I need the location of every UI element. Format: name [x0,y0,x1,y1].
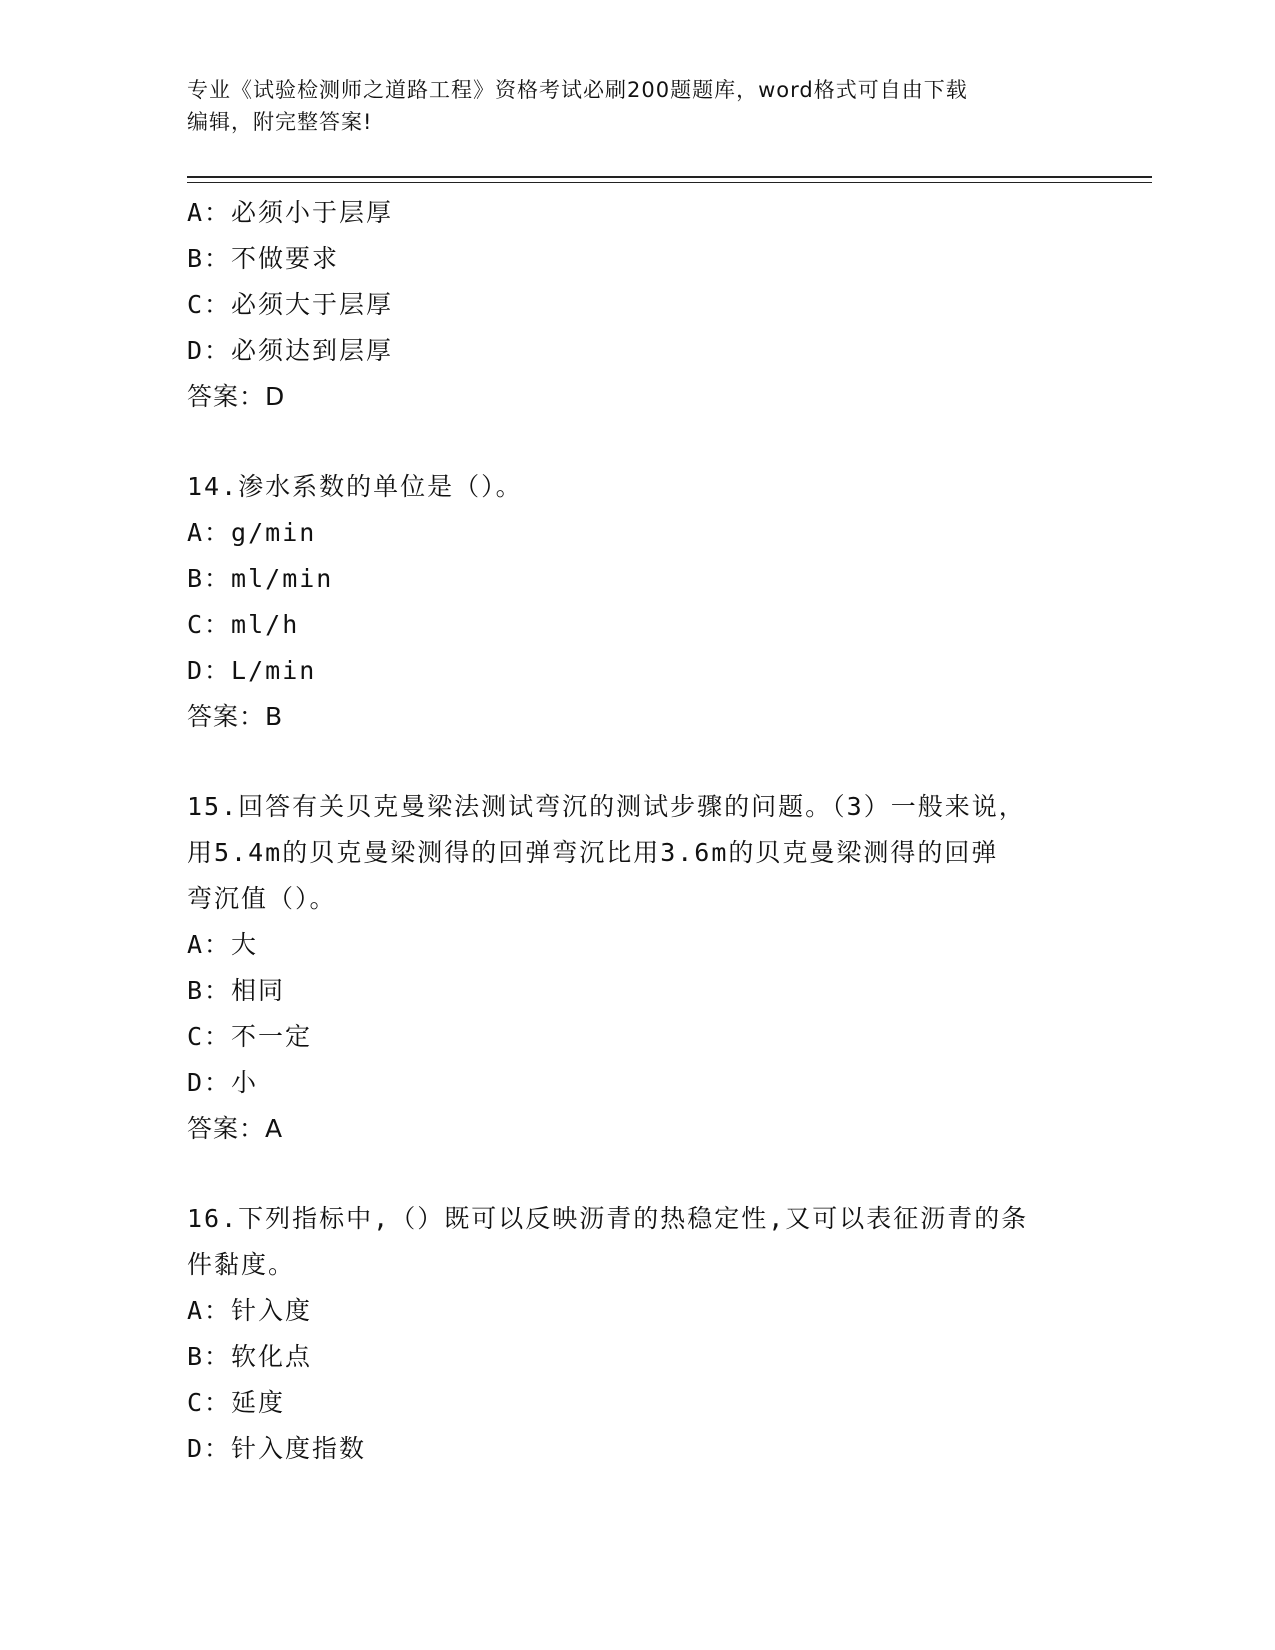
question-16 [187,1196,1087,1472]
answer-line: 答案：D [187,382,286,411]
option-d: D：必须达到层厚 [187,336,394,365]
option-c: C：延度 [187,1388,286,1417]
header-divider [187,176,1152,178]
option-a: A：g/min [187,518,317,547]
option-c: C：必须大于层厚 [187,290,394,319]
question-text: 14.渗水系数的单位是（）。 [187,472,523,501]
option-c: C：不一定 [187,1022,313,1051]
option-a: A：针入度 [187,1296,313,1325]
option-a: A：大 [187,930,259,959]
header-divider [187,182,1152,183]
question-text: 16.下列指标中,（）既可以反映沥青的热稳定性,又可以表征沥青的条 [187,1204,1029,1233]
question-15 [187,784,1087,1152]
option-d: D：针入度指数 [187,1434,367,1463]
answer-line: 答案：B [187,702,284,731]
question-list [187,190,1087,1472]
option-b: B：不做要求 [187,244,340,273]
question-text: 弯沉值（）。 [187,884,337,913]
question-14 [187,464,1087,740]
option-c: C：ml/h [187,610,300,639]
question-text: 件黏度。 [187,1250,296,1279]
question-13 [187,190,1087,420]
option-b: B：相同 [187,976,286,1005]
option-a: A：必须小于层厚 [187,198,394,227]
document-header [187,74,1087,138]
option-b: B：ml/min [187,564,334,593]
header-line: 专业《试验检测师之道路工程》资格考试必刷200题题库，word格式可自由下载 [187,78,968,102]
option-d: D：L/min [187,656,317,685]
header-line: 编辑，附完整答案! [187,110,373,134]
answer-line: 答案：A [187,1114,284,1143]
question-text: 用5.4m的贝克曼梁测得的回弹弯沉比用3.6m的贝克曼梁测得的回弹 [187,838,999,867]
option-d: D：小 [187,1068,259,1097]
question-text: 15.回答有关贝克曼梁法测试弯沉的测试步骤的问题。（3）一般来说， [187,792,1026,821]
option-b: B：软化点 [187,1342,313,1371]
